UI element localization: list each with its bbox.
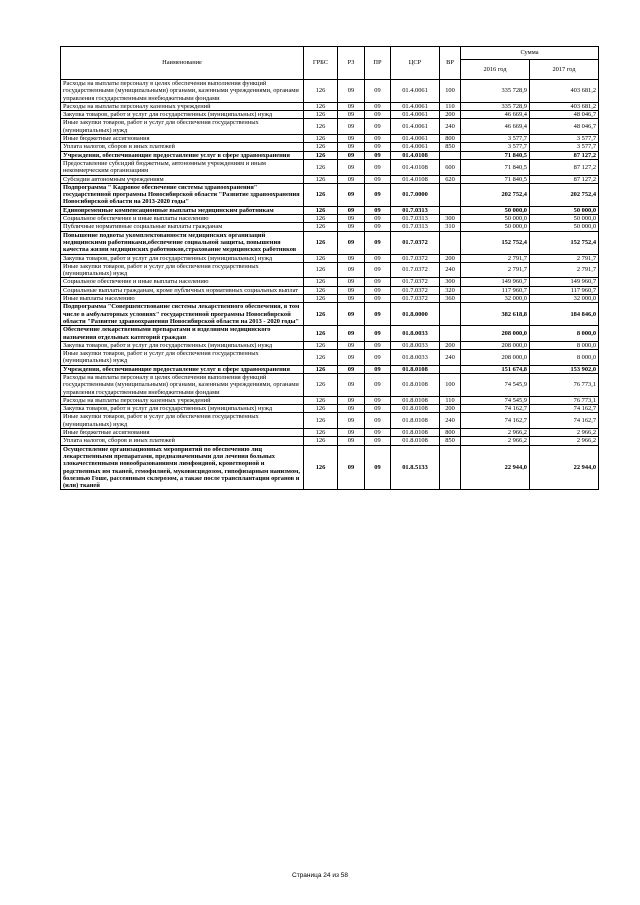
cell-vr: 110 <box>440 396 461 404</box>
cell-sum-2017: 32 000,0 <box>530 295 599 303</box>
budget-document <box>60 46 598 490</box>
cell-grbs: 126 <box>304 295 338 303</box>
cell-name: Иные закупки товаров, работ и услуг для обеспечения государственных (муниципальных) нужд <box>61 350 304 366</box>
cell-vr: 200 <box>440 111 461 119</box>
cell-csr: 01.4.0061 <box>391 111 440 119</box>
cell-csr: 01.4.0061 <box>391 135 440 143</box>
cell-grbs: 126 <box>304 396 338 404</box>
cell-pr: 09 <box>365 326 391 342</box>
table-row <box>61 215 599 223</box>
cell-vr: 620 <box>440 175 461 183</box>
cell-pr: 09 <box>365 183 391 206</box>
cell-rz: 09 <box>338 223 365 231</box>
cell-sum-2016: 3 577,7 <box>461 135 530 143</box>
cell-csr: 01.8.0108 <box>391 396 440 404</box>
table-row <box>61 413 599 429</box>
cell-sum-2016: 2 791,7 <box>461 254 530 262</box>
table-row <box>61 286 599 294</box>
cell-sum-2017: 8 000,0 <box>530 326 599 342</box>
cell-vr: 850 <box>440 143 461 151</box>
cell-csr: 01.4.0061 <box>391 102 440 110</box>
cell-pr: 09 <box>365 365 391 373</box>
cell-sum-2017: 22 944,0 <box>530 445 599 490</box>
cell-vr: 200 <box>440 405 461 413</box>
budget-table <box>60 46 599 490</box>
cell-grbs: 126 <box>304 437 338 445</box>
table-row <box>61 437 599 445</box>
cell-name: Расходы на выплаты персоналу казенных учреждений <box>61 102 304 110</box>
cell-sum-2017: 153 902,0 <box>530 365 599 373</box>
cell-csr: 01.8.0108 <box>391 413 440 429</box>
cell-grbs: 126 <box>304 341 338 349</box>
table-row <box>61 254 599 262</box>
cell-grbs: 126 <box>304 183 338 206</box>
table-row <box>61 341 599 349</box>
cell-sum-2016: 382 618,8 <box>461 303 530 326</box>
cell-pr: 09 <box>365 396 391 404</box>
cell-sum-2016: 149 960,7 <box>461 278 530 286</box>
cell-name: Уплата налогов, сборов и иных платежей <box>61 437 304 445</box>
cell-sum-2016: 71 840,5 <box>461 175 530 183</box>
table-row <box>61 119 599 135</box>
table-row <box>61 175 599 183</box>
header-year-2016: 2016 год <box>461 60 530 80</box>
cell-sum-2016: 50 000,0 <box>461 223 530 231</box>
cell-grbs: 126 <box>304 373 338 396</box>
table-row <box>61 445 599 490</box>
cell-csr: 01.7.0372 <box>391 254 440 262</box>
cell-sum-2016: 335 728,9 <box>461 80 530 103</box>
cell-rz: 09 <box>338 405 365 413</box>
cell-csr: 01.8.0108 <box>391 437 440 445</box>
cell-pr: 09 <box>365 159 391 175</box>
cell-rz: 09 <box>338 396 365 404</box>
cell-sum-2017: 152 752,4 <box>530 231 599 254</box>
cell-rz: 09 <box>338 143 365 151</box>
cell-name: Расходы на выплаты персоналу казенных учреждений <box>61 396 304 404</box>
cell-csr: 01.8.0033 <box>391 350 440 366</box>
table-row <box>61 405 599 413</box>
cell-pr: 09 <box>365 119 391 135</box>
cell-grbs: 126 <box>304 215 338 223</box>
cell-sum-2017: 50 000,0 <box>530 223 599 231</box>
cell-grbs: 126 <box>304 119 338 135</box>
cell-sum-2017: 2 966,2 <box>530 429 599 437</box>
cell-sum-2017: 2 791,7 <box>530 254 599 262</box>
table-row <box>61 278 599 286</box>
table-row <box>61 262 599 278</box>
cell-pr: 09 <box>365 437 391 445</box>
cell-name: Иные выплаты населению <box>61 295 304 303</box>
table-row <box>61 326 599 342</box>
table-row <box>61 135 599 143</box>
table-row <box>61 396 599 404</box>
cell-pr: 09 <box>365 445 391 490</box>
table-row <box>61 231 599 254</box>
cell-sum-2017: 3 577,7 <box>530 143 599 151</box>
cell-rz: 09 <box>338 206 365 214</box>
cell-rz: 09 <box>338 350 365 366</box>
cell-csr: 01.7.0372 <box>391 278 440 286</box>
cell-pr: 09 <box>365 206 391 214</box>
cell-vr: 100 <box>440 80 461 103</box>
cell-sum-2017: 149 960,7 <box>530 278 599 286</box>
cell-grbs: 126 <box>304 206 338 214</box>
cell-rz: 09 <box>338 445 365 490</box>
cell-vr <box>440 151 461 159</box>
cell-pr: 09 <box>365 143 391 151</box>
cell-rz: 09 <box>338 295 365 303</box>
cell-sum-2016: 151 674,8 <box>461 365 530 373</box>
cell-rz: 09 <box>338 278 365 286</box>
cell-pr: 09 <box>365 295 391 303</box>
cell-sum-2017: 202 752,4 <box>530 183 599 206</box>
cell-name: Закупка товаров, работ и услуг для государственных (муниципальных) нужд <box>61 405 304 413</box>
cell-grbs: 126 <box>304 102 338 110</box>
cell-sum-2016: 335 728,9 <box>461 102 530 110</box>
cell-sum-2016: 46 669,4 <box>461 119 530 135</box>
table-row <box>61 80 599 103</box>
cell-csr: 01.4.0061 <box>391 119 440 135</box>
cell-grbs: 126 <box>304 413 338 429</box>
cell-sum-2017: 87 127,2 <box>530 159 599 175</box>
cell-vr: 850 <box>440 437 461 445</box>
cell-sum-2016: 74 162,7 <box>461 413 530 429</box>
cell-rz: 09 <box>338 80 365 103</box>
cell-pr: 09 <box>365 102 391 110</box>
cell-vr: 240 <box>440 119 461 135</box>
cell-rz: 09 <box>338 286 365 294</box>
cell-rz: 09 <box>338 102 365 110</box>
cell-vr <box>440 326 461 342</box>
cell-sum-2017: 3 577,7 <box>530 135 599 143</box>
cell-pr: 09 <box>365 111 391 119</box>
cell-rz: 09 <box>338 254 365 262</box>
cell-rz: 09 <box>338 437 365 445</box>
cell-grbs: 126 <box>304 151 338 159</box>
cell-pr: 09 <box>365 303 391 326</box>
cell-csr: 01.7.0313 <box>391 206 440 214</box>
cell-csr: 01.4.0061 <box>391 80 440 103</box>
cell-vr <box>440 206 461 214</box>
cell-grbs: 126 <box>304 445 338 490</box>
cell-grbs: 126 <box>304 326 338 342</box>
cell-vr: 200 <box>440 254 461 262</box>
header-pr: ПР <box>365 47 391 80</box>
cell-sum-2016: 152 752,4 <box>461 231 530 254</box>
cell-name: Обеспечение лекарственными препаратами и изделиями медицинского назначения отдельных категорий граждан <box>61 326 304 342</box>
header-vr: ВР <box>440 47 461 80</box>
cell-vr: 800 <box>440 429 461 437</box>
cell-pr: 09 <box>365 223 391 231</box>
cell-csr: 01.4.0108 <box>391 151 440 159</box>
cell-sum-2016: 208 000,0 <box>461 341 530 349</box>
cell-name: Иные бюджетные ассигнования <box>61 135 304 143</box>
cell-pr: 09 <box>365 405 391 413</box>
table-row <box>61 183 599 206</box>
cell-sum-2017: 2 791,7 <box>530 262 599 278</box>
cell-sum-2017: 8 000,0 <box>530 341 599 349</box>
cell-name: Учреждения, обеспечивающие предоставление услуг в сфере здравоохранения <box>61 151 304 159</box>
cell-grbs: 126 <box>304 303 338 326</box>
cell-vr <box>440 365 461 373</box>
header-grbs: ГРБС <box>304 47 338 80</box>
cell-sum-2016: 74 545,9 <box>461 396 530 404</box>
cell-csr: 01.7.0372 <box>391 286 440 294</box>
cell-pr: 09 <box>365 215 391 223</box>
cell-name: Иные закупки товаров, работ и услуг для обеспечения государственных (муниципальных) нужд <box>61 413 304 429</box>
cell-sum-2016: 2 966,2 <box>461 437 530 445</box>
cell-sum-2016: 74 545,9 <box>461 373 530 396</box>
cell-pr: 09 <box>365 413 391 429</box>
cell-grbs: 126 <box>304 80 338 103</box>
cell-grbs: 126 <box>304 286 338 294</box>
cell-pr: 09 <box>365 151 391 159</box>
cell-pr: 09 <box>365 278 391 286</box>
cell-sum-2016: 202 752,4 <box>461 183 530 206</box>
cell-pr: 09 <box>365 254 391 262</box>
cell-vr: 240 <box>440 262 461 278</box>
cell-sum-2017: 76 773,1 <box>530 373 599 396</box>
cell-name: Закупка товаров, работ и услуг для государственных (муниципальных) нужд <box>61 254 304 262</box>
cell-vr: 800 <box>440 135 461 143</box>
cell-rz: 09 <box>338 119 365 135</box>
cell-vr <box>440 183 461 206</box>
cell-vr: 320 <box>440 286 461 294</box>
cell-rz: 09 <box>338 326 365 342</box>
table-row <box>61 365 599 373</box>
table-body <box>61 80 599 490</box>
cell-sum-2016: 71 840,5 <box>461 151 530 159</box>
cell-vr: 310 <box>440 223 461 231</box>
cell-name: Иные закупки товаров, работ и услуг для обеспечения государственных (муниципальных) нужд <box>61 262 304 278</box>
cell-sum-2016: 2 966,2 <box>461 429 530 437</box>
cell-csr: 01.7.0000 <box>391 183 440 206</box>
cell-sum-2016: 50 000,0 <box>461 215 530 223</box>
cell-name: Социальные выплаты гражданам, кроме публичных нормативных социальных выплат <box>61 286 304 294</box>
cell-name: Социальное обеспечение и иные выплаты населению <box>61 278 304 286</box>
cell-vr: 360 <box>440 295 461 303</box>
table-row <box>61 102 599 110</box>
cell-rz: 09 <box>338 365 365 373</box>
cell-name: Расходы на выплаты персоналу в целях обеспечения выполнения функций государственными (муниципальными) органами, казенными учреждениями, органами управления государственными внебюджетными фондами <box>61 80 304 103</box>
cell-vr: 100 <box>440 373 461 396</box>
cell-rz: 09 <box>338 413 365 429</box>
cell-sum-2016: 50 000,0 <box>461 206 530 214</box>
cell-csr: 01.8.0033 <box>391 326 440 342</box>
cell-csr: 01.8.5133 <box>391 445 440 490</box>
cell-grbs: 126 <box>304 405 338 413</box>
cell-name: Закупка товаров, работ и услуг для государственных (муниципальных) нужд <box>61 111 304 119</box>
header-year-2017: 2017 год <box>530 60 599 80</box>
cell-sum-2016: 32 000,0 <box>461 295 530 303</box>
table-row <box>61 151 599 159</box>
table-row <box>61 159 599 175</box>
cell-vr: 240 <box>440 350 461 366</box>
cell-grbs: 126 <box>304 365 338 373</box>
cell-rz: 09 <box>338 262 365 278</box>
cell-rz: 09 <box>338 183 365 206</box>
cell-name: Социальное обеспечение и иные выплаты населению <box>61 215 304 223</box>
cell-name: Повышение подвоты укомплектованности медицинских организаций медицинскими работниками,обеспечение социальной защиты, повышения качества жизни медицинских работников,страхование медицинских работников <box>61 231 304 254</box>
cell-name: Подпрограмма " Кадровое обеспечение системы здравоохранения" государственной программы Новосибирской области "Развитие здравоохранения Новосибирской области на 2013-2020 годы" <box>61 183 304 206</box>
cell-vr: 300 <box>440 215 461 223</box>
cell-sum-2017: 87 127,2 <box>530 175 599 183</box>
cell-name: Осуществление организационных мероприятий по обеспечению лиц лекарственными препаратами, предназначенными для лечения больных злокачественными новообразованиями лимфоидной, кроветворной и родственных им тканей, гемофилией, муковисцидозом, гипофизарным нанизмом, болезнью Гоше, рассеянным склерозом, а также после трансплантации органов и (или) тканей <box>61 445 304 490</box>
cell-vr: 200 <box>440 341 461 349</box>
cell-sum-2016: 74 162,7 <box>461 405 530 413</box>
header-name: Наименование <box>61 47 304 80</box>
cell-name: Уплата налогов, сборов и иных платежей <box>61 143 304 151</box>
cell-csr: 01.7.0372 <box>391 295 440 303</box>
cell-sum-2017: 48 046,7 <box>530 111 599 119</box>
cell-pr: 09 <box>365 175 391 183</box>
cell-grbs: 126 <box>304 254 338 262</box>
cell-sum-2017: 74 162,7 <box>530 405 599 413</box>
cell-vr: 240 <box>440 413 461 429</box>
cell-sum-2016: 117 960,7 <box>461 286 530 294</box>
cell-rz: 09 <box>338 341 365 349</box>
table-row <box>61 429 599 437</box>
cell-csr: 01.4.0108 <box>391 175 440 183</box>
page-number: Страница 24 из 58 <box>292 872 348 879</box>
cell-sum-2017: 403 681,2 <box>530 80 599 103</box>
cell-name: Закупка товаров, работ и услуг для государственных (муниципальных) нужд <box>61 341 304 349</box>
cell-rz: 09 <box>338 429 365 437</box>
cell-sum-2017: 8 000,0 <box>530 350 599 366</box>
cell-grbs: 126 <box>304 143 338 151</box>
cell-vr: 600 <box>440 159 461 175</box>
cell-sum-2016: 208 000,0 <box>461 326 530 342</box>
header-sum: Сумма <box>461 47 599 60</box>
cell-sum-2017: 2 966,2 <box>530 437 599 445</box>
table-row <box>61 223 599 231</box>
cell-csr: 01.7.0372 <box>391 231 440 254</box>
cell-name: Иные бюджетные ассигнования <box>61 429 304 437</box>
cell-name: Публичные нормативные социальные выплаты гражданам <box>61 223 304 231</box>
cell-csr: 01.7.0313 <box>391 223 440 231</box>
table-row <box>61 350 599 366</box>
cell-sum-2017: 50 000,0 <box>530 206 599 214</box>
cell-rz: 09 <box>338 151 365 159</box>
cell-csr: 01.8.0108 <box>391 365 440 373</box>
cell-vr <box>440 303 461 326</box>
cell-vr <box>440 231 461 254</box>
cell-sum-2016: 22 944,0 <box>461 445 530 490</box>
cell-grbs: 126 <box>304 278 338 286</box>
cell-rz: 09 <box>338 159 365 175</box>
cell-rz: 09 <box>338 231 365 254</box>
cell-sum-2016: 71 840,5 <box>461 159 530 175</box>
cell-name: Предоставление субсидий бюджетным, автономным учреждениям и иным некоммерческим организациям <box>61 159 304 175</box>
cell-rz: 09 <box>338 373 365 396</box>
cell-rz: 09 <box>338 303 365 326</box>
cell-grbs: 126 <box>304 111 338 119</box>
cell-csr: 01.4.0061 <box>391 143 440 151</box>
cell-grbs: 126 <box>304 350 338 366</box>
cell-name: Учреждения, обеспечивающие предоставление услуг в сфере здравоохранения <box>61 365 304 373</box>
cell-sum-2017: 76 773,1 <box>530 396 599 404</box>
header-csr: ЦСР <box>391 47 440 80</box>
cell-csr: 01.4.0108 <box>391 159 440 175</box>
cell-rz: 09 <box>338 215 365 223</box>
cell-name: Единовременные компенсационные выплаты медицинским работникам <box>61 206 304 214</box>
cell-csr: 01.7.0372 <box>391 262 440 278</box>
cell-sum-2017: 87 127,2 <box>530 151 599 159</box>
cell-pr: 09 <box>365 80 391 103</box>
cell-grbs: 126 <box>304 135 338 143</box>
cell-grbs: 126 <box>304 175 338 183</box>
cell-pr: 09 <box>365 231 391 254</box>
header-rz: РЗ <box>338 47 365 80</box>
cell-vr: 110 <box>440 102 461 110</box>
cell-vr <box>440 445 461 490</box>
table-header <box>61 47 599 80</box>
cell-grbs: 126 <box>304 223 338 231</box>
table-row <box>61 143 599 151</box>
cell-pr: 09 <box>365 373 391 396</box>
cell-csr: 01.8.0000 <box>391 303 440 326</box>
cell-sum-2016: 46 669,4 <box>461 111 530 119</box>
cell-rz: 09 <box>338 111 365 119</box>
cell-sum-2016: 3 577,7 <box>461 143 530 151</box>
cell-pr: 09 <box>365 135 391 143</box>
cell-sum-2017: 74 162,7 <box>530 413 599 429</box>
cell-name: Расходы на выплаты персоналу в целях обеспечения выполнения функций государственными (муниципальными) органами, казенными учреждениями, органами управления государственными внебюджетными фондами <box>61 373 304 396</box>
cell-vr: 300 <box>440 278 461 286</box>
cell-pr: 09 <box>365 286 391 294</box>
cell-rz: 09 <box>338 135 365 143</box>
table-row <box>61 206 599 214</box>
cell-sum-2017: 48 046,7 <box>530 119 599 135</box>
cell-csr: 01.8.0108 <box>391 373 440 396</box>
table-row <box>61 111 599 119</box>
cell-name: Иные закупки товаров, работ и услуг для обеспечения государственных (муниципальных) нужд <box>61 119 304 135</box>
cell-grbs: 126 <box>304 429 338 437</box>
cell-sum-2016: 2 791,7 <box>461 262 530 278</box>
cell-grbs: 126 <box>304 262 338 278</box>
cell-sum-2017: 184 846,0 <box>530 303 599 326</box>
cell-sum-2016: 208 000,0 <box>461 350 530 366</box>
cell-pr: 09 <box>365 429 391 437</box>
cell-csr: 01.8.0108 <box>391 405 440 413</box>
cell-grbs: 126 <box>304 231 338 254</box>
cell-pr: 09 <box>365 350 391 366</box>
cell-csr: 01.8.0033 <box>391 341 440 349</box>
cell-pr: 09 <box>365 262 391 278</box>
cell-name: Подпрограмма "Совершенствование системы лекарственного обеспечения, в том числе в амбулаторных условиях" государственной программы Новосибирской области "Развитие здравоохранения Новосибирской области на 2013 - 2020 годы" <box>61 303 304 326</box>
cell-sum-2017: 117 960,7 <box>530 286 599 294</box>
cell-name: Субсидии автономным учреждениям <box>61 175 304 183</box>
cell-pr: 09 <box>365 341 391 349</box>
table-row <box>61 295 599 303</box>
cell-grbs: 126 <box>304 159 338 175</box>
cell-sum-2017: 403 681,2 <box>530 102 599 110</box>
table-row <box>61 373 599 396</box>
table-row <box>61 303 599 326</box>
cell-csr: 01.7.0313 <box>391 215 440 223</box>
cell-sum-2017: 50 000,0 <box>530 215 599 223</box>
cell-csr: 01.8.0108 <box>391 429 440 437</box>
cell-rz: 09 <box>338 175 365 183</box>
